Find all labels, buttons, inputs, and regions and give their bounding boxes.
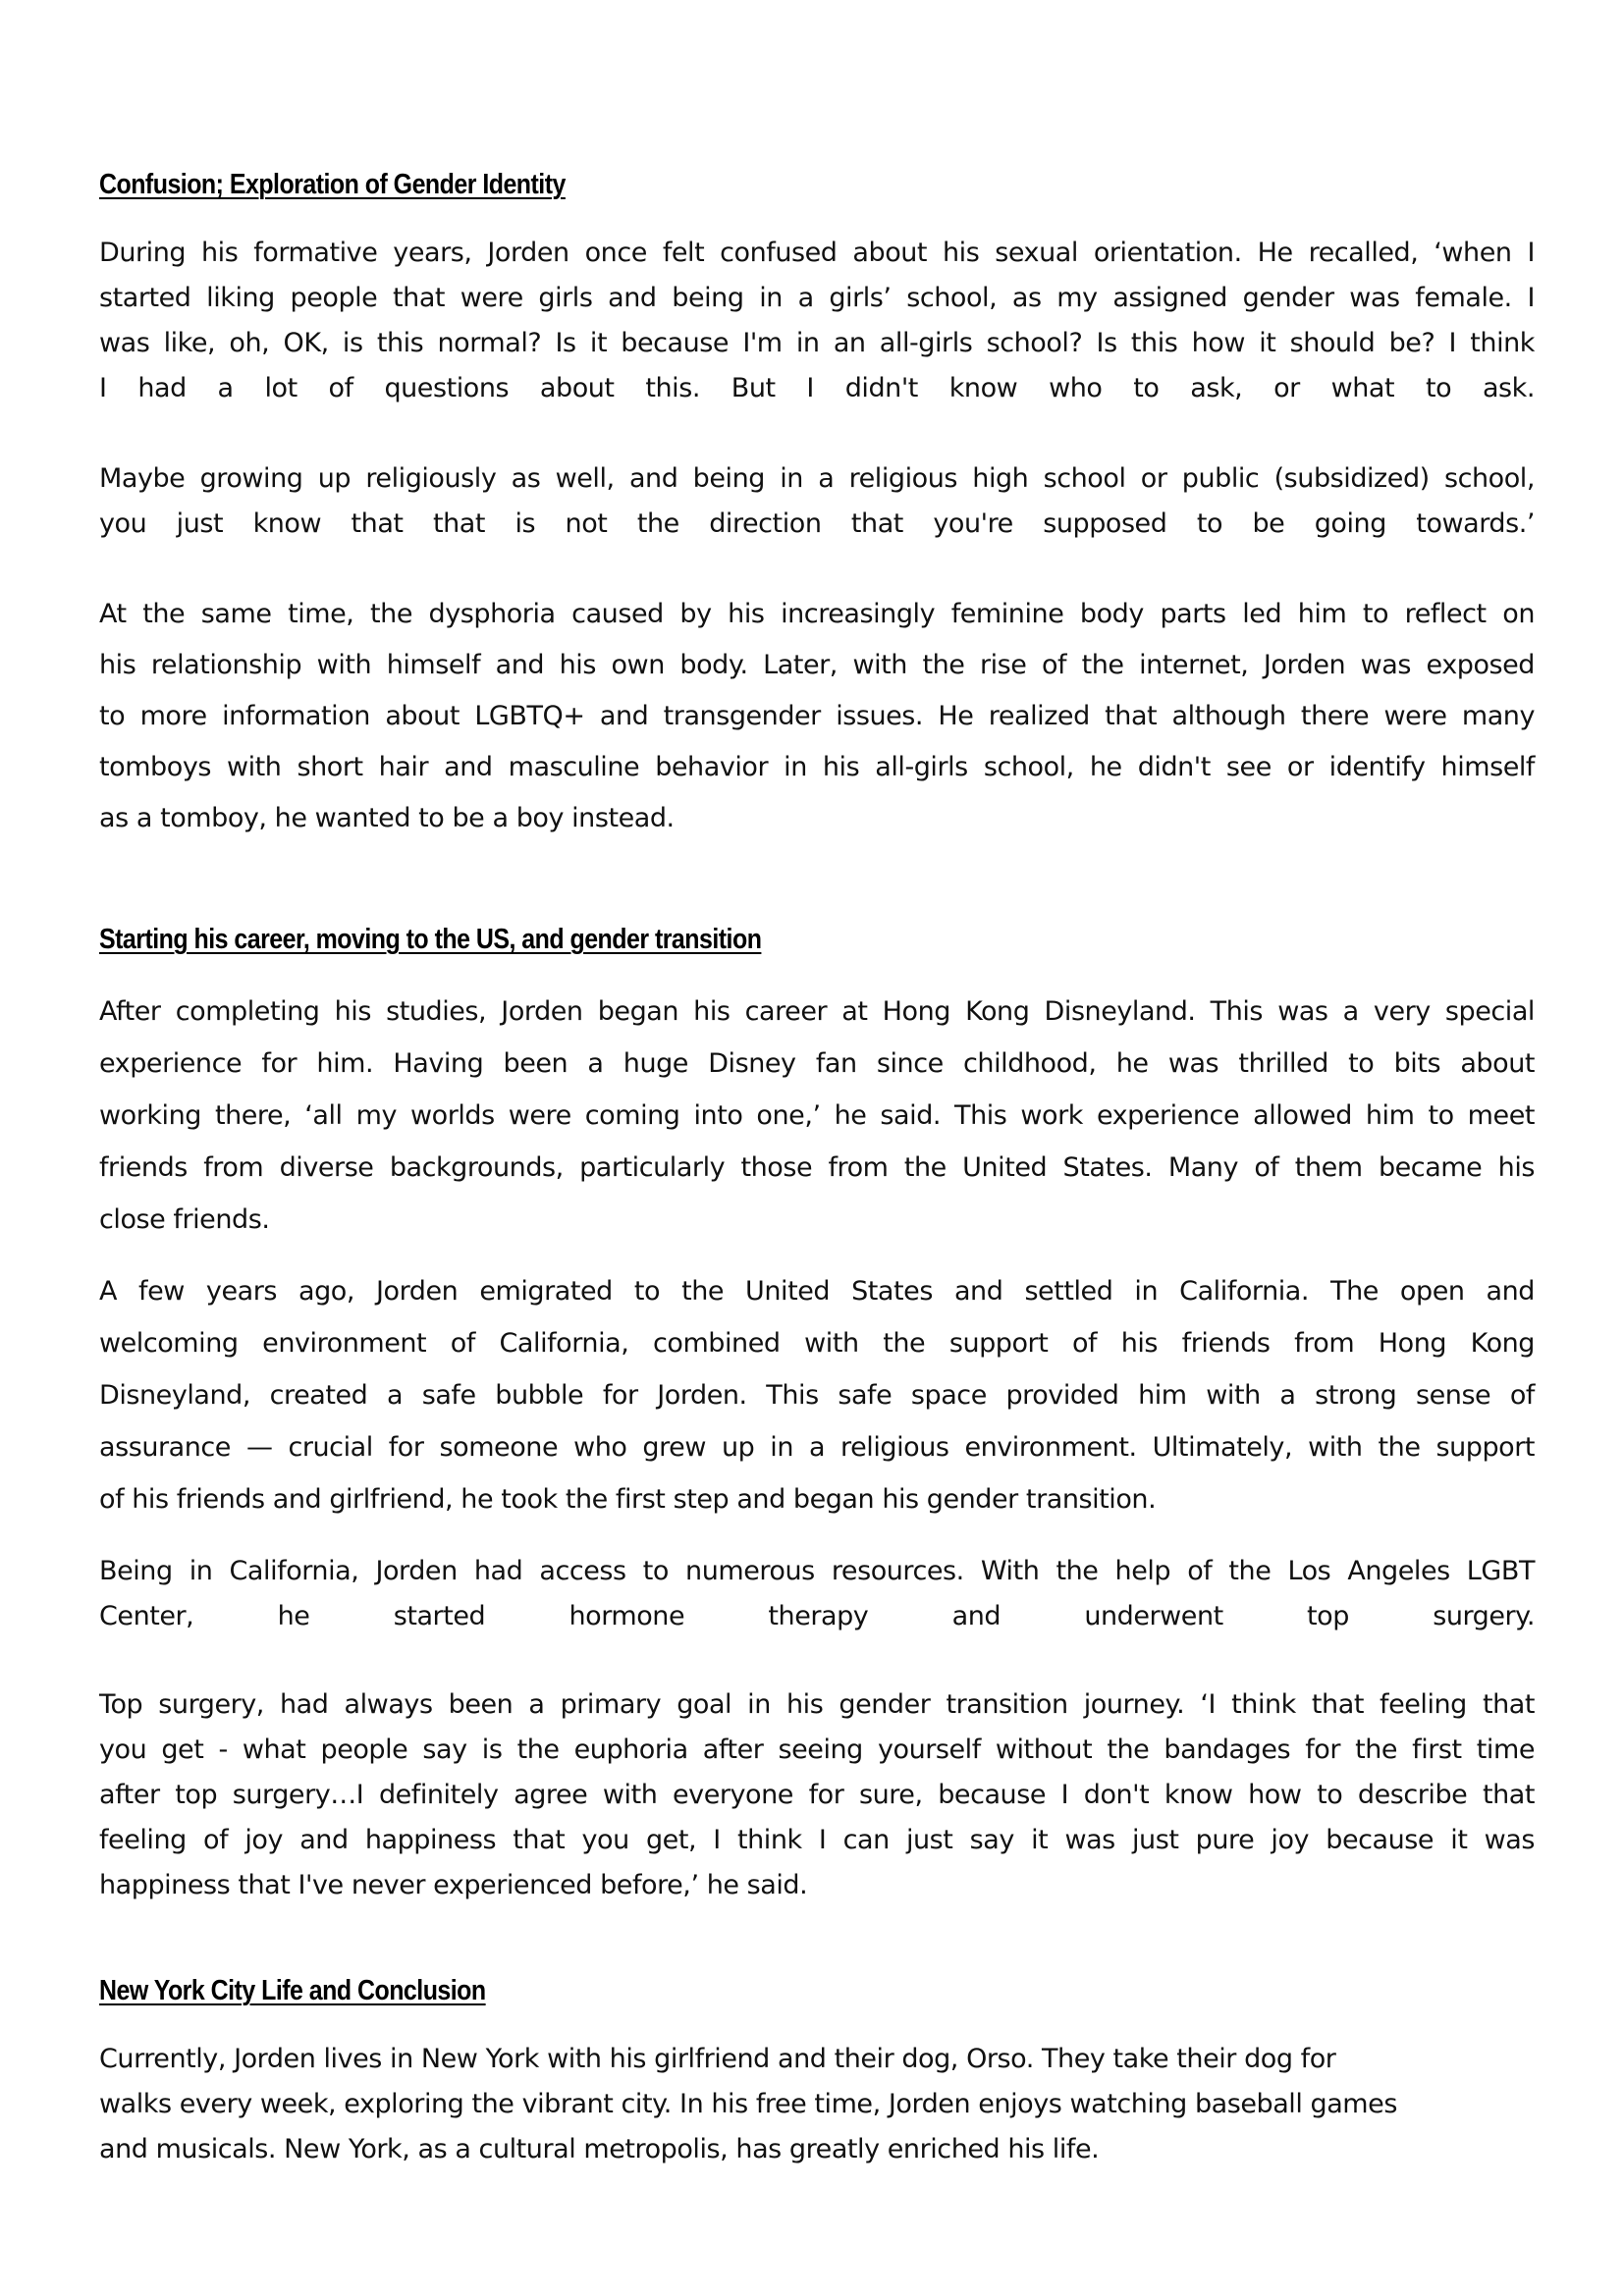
text-line: as a tomboy, he wanted to be a boy instead. bbox=[99, 803, 675, 833]
text-line: his relationship with himself and his own body. Later, with the rise of the internet, Jorden was exposed bbox=[99, 650, 1535, 680]
text-line: During his formative years, Jorden once felt confused about his sexual orientation. He recalled, ‘when I bbox=[99, 238, 1535, 268]
text-line: after top surgery…I definitely agree with everyone for sure, because I don't know how to describe that bbox=[99, 1780, 1535, 1810]
text-line: working there, ‘all my worlds were coming into one,’ he said. This work experience allowed him to meet bbox=[99, 1100, 1535, 1131]
text-line: A few years ago, Jorden emigrated to the United States and settled in California. The open and bbox=[99, 1276, 1535, 1307]
text-line: Top surgery, had always been a primary goal in his gender transition journey. ‘I think that feeling that bbox=[99, 1689, 1535, 1720]
text-line: Maybe growing up religiously as well, and being in a religious high school or public (subsidized) school, bbox=[99, 463, 1535, 494]
text-line: walks every week, exploring the vibrant city. In his free time, Jorden enjoys watching baseball games bbox=[99, 2089, 1397, 2119]
paragraph bbox=[99, 456, 1535, 547]
text-line: close friends. bbox=[99, 1204, 270, 1235]
text-line: and musicals. New York, as a cultural metropolis, has greatly enriched his life. bbox=[99, 2134, 1100, 2164]
text-line: feeling of joy and happiness that you get, I think I can just say it was just pure joy because it was bbox=[99, 1825, 1535, 1855]
text-line: experience for him. Having been a huge Disney fan since childhood, he was thrilled to bits about bbox=[99, 1048, 1535, 1079]
text-line: assurance — crucial for someone who grew up in a religious environment. Ultimately, with the support bbox=[99, 1432, 1535, 1463]
paragraph bbox=[99, 1682, 1535, 1908]
text-line: tomboys with short hair and masculine behavior in his all-girls school, he didn't see or identify himself bbox=[99, 752, 1535, 782]
text-line: started liking people that were girls and being in a girls’ school, as my assigned gender was female. I bbox=[99, 283, 1535, 313]
text-line: you just know that that is not the direction that you're supposed to be going towards.’ bbox=[99, 508, 1535, 539]
text-line: of his friends and girlfriend, he took the first step and began his gender transition. bbox=[99, 1484, 1157, 1515]
paragraph bbox=[99, 231, 1535, 411]
text-line: was like, oh, OK, is this normal? Is it because I'm in an all-girls school? Is this how it should be? I think bbox=[99, 328, 1535, 358]
paragraph bbox=[99, 1549, 1535, 1639]
text-line: happiness that I've never experienced before,’ he said. bbox=[99, 1870, 808, 1900]
section-heading: Starting his career, moving to the US, and gender transition bbox=[99, 924, 762, 955]
text-line: Center, he started hormone therapy and underwent top surgery. bbox=[99, 1601, 1535, 1631]
text-line: Being in California, Jorden had access to numerous resources. With the help of the Los Angeles LGBT bbox=[99, 1556, 1535, 1586]
text-line: At the same time, the dysphoria caused by his increasingly feminine body parts led him to reflect on bbox=[99, 599, 1535, 629]
text-line: Currently, Jorden lives in New York with his girlfriend and their dog, Orso. They take their dog for bbox=[99, 2044, 1336, 2074]
text-line: you get - what people say is the euphoria after seeing yourself without the bandages for the first time bbox=[99, 1735, 1535, 1765]
text-line: welcoming environment of California, combined with the support of his friends from Hong Kong bbox=[99, 1328, 1535, 1359]
text-line: After completing his studies, Jorden began his career at Hong Kong Disneyland. This was a very special bbox=[99, 996, 1535, 1027]
text-line: Disneyland, created a safe bubble for Jorden. This safe space provided him with a strong sense of bbox=[99, 1380, 1535, 1411]
section-heading: New York City Life and Conclusion bbox=[99, 1975, 486, 2006]
text-line: I had a lot of questions about this. But I didn't know who to ask, or what to ask. bbox=[99, 373, 1535, 403]
text-line: to more information about LGBTQ+ and transgender issues. He realized that although there were many bbox=[99, 701, 1535, 731]
text-line: friends from diverse backgrounds, particularly those from the United States. Many of them became his bbox=[99, 1152, 1535, 1183]
section-heading: Confusion; Exploration of Gender Identity bbox=[99, 169, 566, 200]
paragraph bbox=[99, 589, 1535, 844]
paragraph bbox=[99, 986, 1535, 1246]
paragraph bbox=[99, 2037, 1535, 2172]
paragraph bbox=[99, 1265, 1535, 1525]
